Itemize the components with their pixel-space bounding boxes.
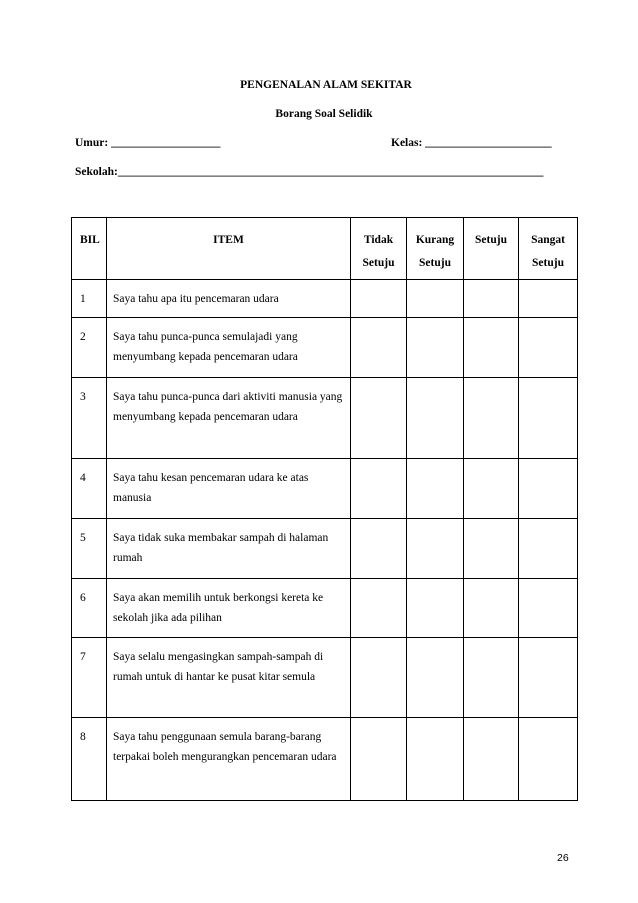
- row-number: 7: [72, 638, 107, 718]
- row-number: 3: [72, 378, 107, 459]
- row-item: Saya selalu mengasingkan sampah-sampah di rumah untuk di hantar ke pusat kitar semula: [107, 638, 351, 718]
- response-tidak-setuju[interactable]: [351, 519, 407, 579]
- document-title: PENGENALAN ALAM SEKITAR: [240, 79, 412, 91]
- response-kurang-setuju[interactable]: [407, 318, 464, 378]
- response-kurang-setuju[interactable]: [407, 378, 464, 459]
- kelas-field: Kelas: ______________________: [391, 137, 552, 149]
- response-tidak-setuju[interactable]: [351, 638, 407, 718]
- response-setuju[interactable]: [464, 378, 519, 459]
- response-setuju[interactable]: [464, 280, 519, 318]
- table-row: [72, 280, 578, 318]
- response-kurang-setuju[interactable]: [407, 459, 464, 519]
- response-tidak-setuju[interactable]: [351, 280, 407, 318]
- response-sangat-setuju[interactable]: [519, 519, 578, 579]
- page-number: 26: [557, 852, 569, 864]
- table-row: [72, 318, 578, 378]
- response-kurang-setuju[interactable]: [407, 519, 464, 579]
- header-tidak-setuju: Tidak Setuju: [351, 218, 407, 280]
- umur-field: Umur: ___________________: [75, 137, 221, 149]
- response-sangat-setuju[interactable]: [519, 718, 578, 801]
- response-tidak-setuju[interactable]: [351, 718, 407, 801]
- response-tidak-setuju[interactable]: [351, 579, 407, 638]
- header-kurang-setuju: Kurang Setuju: [407, 218, 464, 280]
- response-tidak-setuju[interactable]: [351, 318, 407, 378]
- row-number: 4: [72, 459, 107, 519]
- row-item: Saya tahu apa itu pencemaran udara: [107, 280, 351, 318]
- row-item: Saya tahu punca-punca semulajadi yang menyumbang kepada pencemaran udara: [107, 318, 351, 378]
- response-setuju[interactable]: [464, 459, 519, 519]
- sekolah-field: Sekolah:__________________________________________________________________________: [75, 166, 544, 178]
- header-sangat-setuju: Sangat Setuju: [519, 218, 578, 280]
- response-kurang-setuju[interactable]: [407, 280, 464, 318]
- response-sangat-setuju[interactable]: [519, 579, 578, 638]
- response-sangat-setuju[interactable]: [519, 459, 578, 519]
- header-item: ITEM: [107, 218, 351, 280]
- row-item: Saya tidak suka membakar sampah di halaman rumah: [107, 519, 351, 579]
- response-kurang-setuju[interactable]: [407, 718, 464, 801]
- table-row: [72, 638, 578, 718]
- response-sangat-setuju[interactable]: [519, 280, 578, 318]
- response-tidak-setuju[interactable]: [351, 378, 407, 459]
- row-number: 6: [72, 579, 107, 638]
- table-header-row: [72, 218, 578, 280]
- document-subtitle: Borang Soal Selidik: [275, 108, 373, 120]
- table-row: [72, 718, 578, 801]
- response-kurang-setuju[interactable]: [407, 638, 464, 718]
- response-sangat-setuju[interactable]: [519, 638, 578, 718]
- response-setuju[interactable]: [464, 579, 519, 638]
- row-item: Saya tahu kesan pencemaran udara ke atas manusia: [107, 459, 351, 519]
- survey-table: [71, 217, 578, 801]
- response-setuju[interactable]: [464, 718, 519, 801]
- header-bil: BIL: [72, 218, 107, 280]
- row-number: 5: [72, 519, 107, 579]
- row-number: 1: [72, 280, 107, 318]
- row-item: Saya tahu punca-punca dari aktiviti manusia yang menyumbang kepada pencemaran udara: [107, 378, 351, 459]
- table-row: [72, 519, 578, 579]
- table-row: [72, 459, 578, 519]
- response-kurang-setuju[interactable]: [407, 579, 464, 638]
- header-setuju: Setuju: [464, 218, 519, 280]
- row-number: 2: [72, 318, 107, 378]
- response-tidak-setuju[interactable]: [351, 459, 407, 519]
- table-row: [72, 378, 578, 459]
- row-item: Saya akan memilih untuk berkongsi kereta ke sekolah jika ada pilihan: [107, 579, 351, 638]
- response-sangat-setuju[interactable]: [519, 318, 578, 378]
- response-setuju[interactable]: [464, 638, 519, 718]
- response-sangat-setuju[interactable]: [519, 378, 578, 459]
- response-setuju[interactable]: [464, 318, 519, 378]
- row-number: 8: [72, 718, 107, 801]
- table-row: [72, 579, 578, 638]
- row-item: Saya tahu penggunaan semula barang-barang terpakai boleh mengurangkan pencemaran udara: [107, 718, 351, 801]
- response-setuju[interactable]: [464, 519, 519, 579]
